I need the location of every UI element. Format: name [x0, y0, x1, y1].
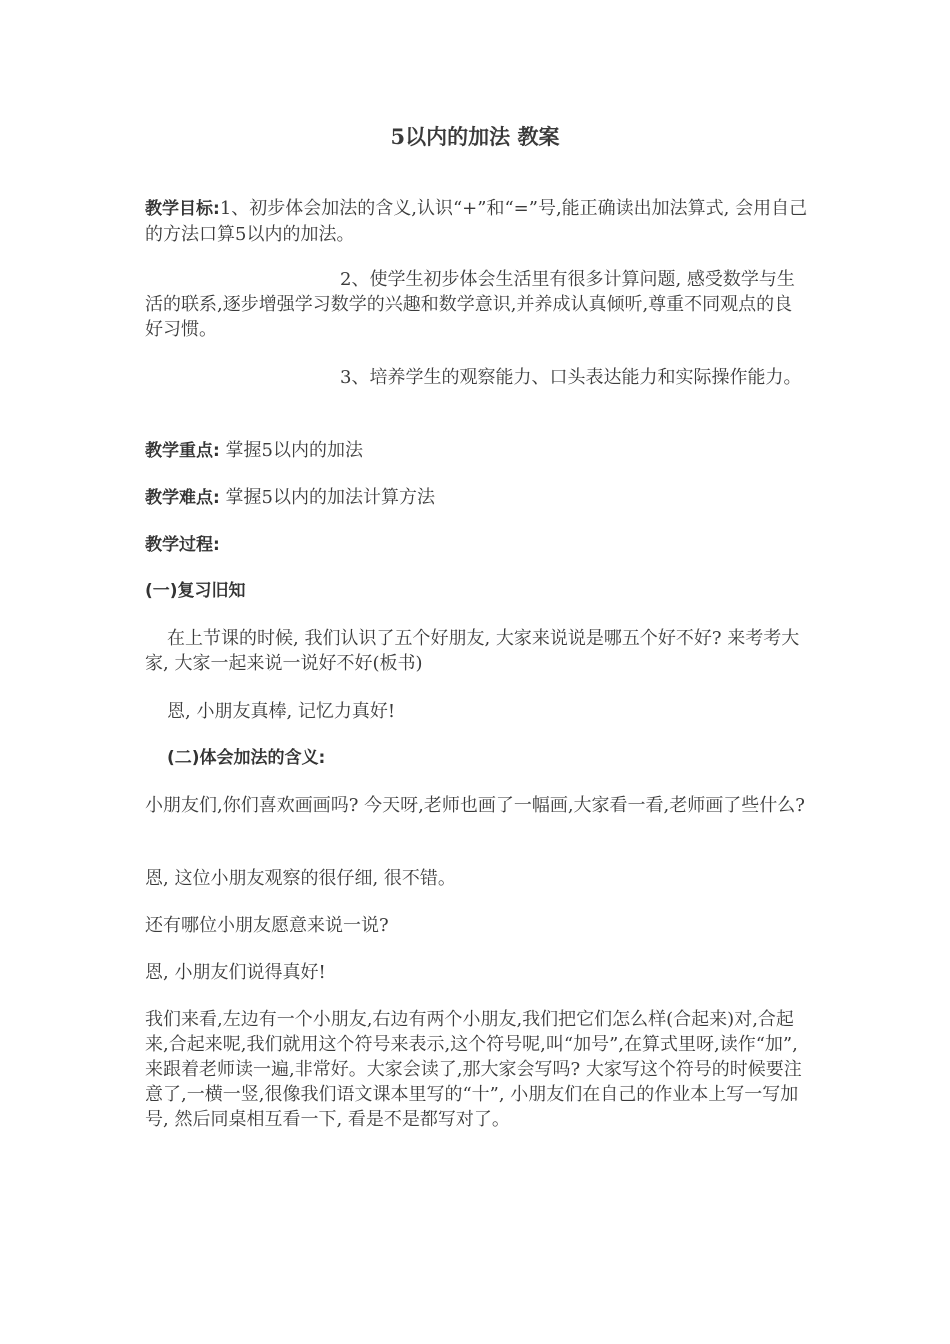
objectives-label: 教学目标:	[145, 199, 220, 219]
key-point-label: 教学重点:	[145, 441, 220, 461]
section-2-paragraph-2: 恩, 这位小朋友观察的很仔细, 很不错。	[145, 868, 456, 889]
section-2-heading: (二)体会加法的含义:	[167, 748, 326, 768]
process-label: 教学过程:	[145, 535, 220, 555]
process	[145, 532, 810, 558]
difficulty	[145, 485, 810, 511]
section-2-paragraph-4: 恩, 小朋友们说得真好!	[145, 962, 326, 983]
section-2-paragraph-5: 我们来看,左边有一个小朋友,右边有两个小朋友,我们把它们怎么样(合起来)对,合起来,合起来呢,我们就用这个符号来表示,这个符号呢,叫“加号”,在算式里呀,读作“加”,来跟着老师读一遍,非常好。大家会读了,那大家会写吗? 大家写这个符号的时候要注意了,一横一竖,很像我们语文课本里写的“十”, 小朋友们在自己的作业本上写一写加号, 然后同桌相互看一下, 看是不是都写对了。	[145, 1009, 802, 1130]
objective-3: 3、培养学生的观察能力、口头表达能力和实际操作能力。	[340, 367, 802, 388]
objective-2: 2、使学生初步体会生活里有很多计算问题, 感受数学与生活的联系,逐步增强学习数学的兴趣和数学意识,并养成认真倾听,尊重不同观点的良好习惯。	[145, 269, 795, 340]
document-title: 5以内的加法 教案	[390, 124, 560, 149]
section-2-paragraph-1: 小朋友们,你们喜欢画画吗? 今天呀,老师也画了一幅画,大家看一看,老师画了些什么?	[145, 795, 805, 816]
objective-1	[145, 196, 810, 247]
difficulty-text: 掌握5以内的加法计算方法	[225, 487, 435, 508]
key-point-text: 掌握5以内的加法	[225, 440, 363, 461]
section-1-paragraph-2: 恩, 小朋友真棒, 记忆力真好!	[167, 701, 396, 722]
key-point	[145, 438, 810, 464]
difficulty-label: 教学难点:	[145, 488, 220, 508]
section-2-paragraph-3: 还有哪位小朋友愿意来说一说?	[145, 915, 389, 936]
section-1-paragraph-1: 在上节课的时候, 我们认识了五个好朋友, 大家来说说是哪五个好不好? 来考考大家, 大家一起来说一说好不好(板书)	[145, 628, 800, 674]
section-1-heading: (一)复习旧知	[145, 581, 246, 601]
objective-1-text: 1、初步体会加法的含义,认识“+”和“=”号,能正确读出加法算式, 会用自己的方法口算5以内的加法。	[145, 198, 808, 245]
